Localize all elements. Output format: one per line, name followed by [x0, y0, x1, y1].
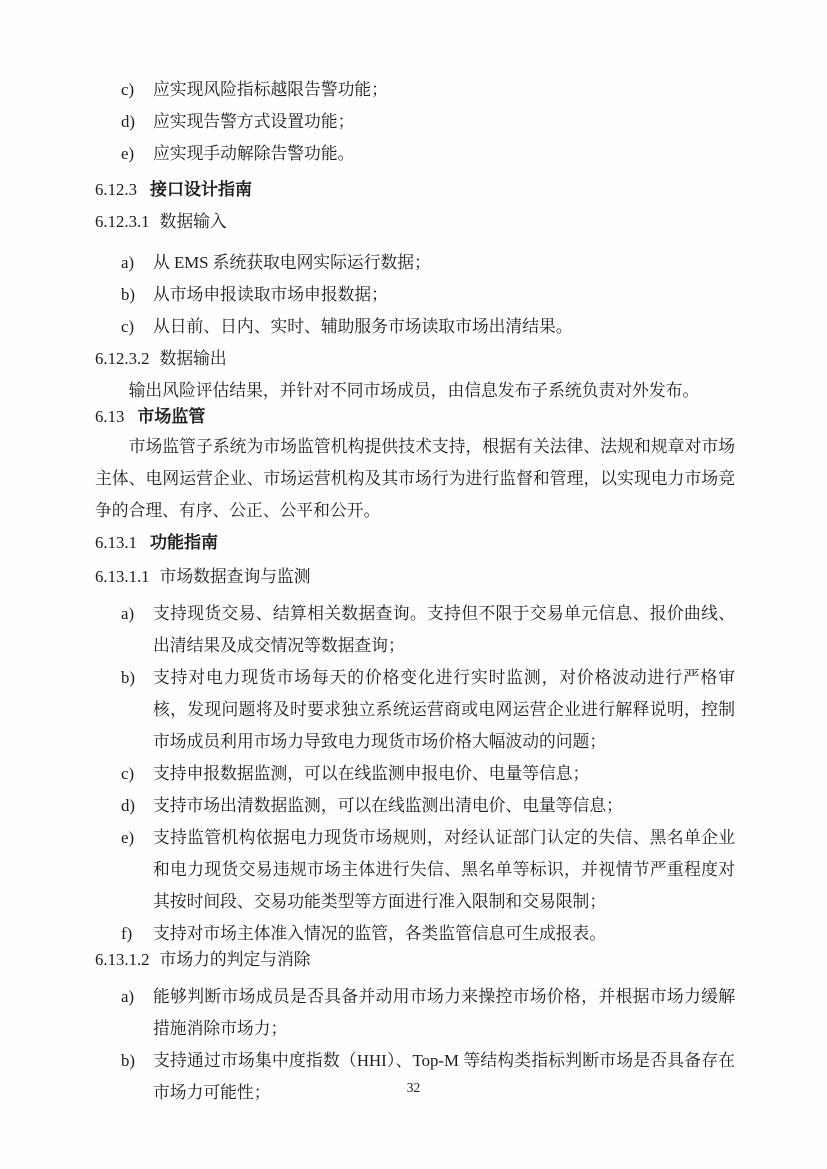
list-item-marker: a) — [121, 604, 135, 623]
heading-number: 6.13.1.1 — [95, 567, 150, 586]
list-item-marker: b) — [121, 285, 135, 304]
market-query-list — [95, 598, 735, 950]
page-number: 32 — [406, 1080, 421, 1095]
list-item-marker: c) — [121, 317, 135, 336]
list-item-text: 支持对市场主体准入情况的监管，各类监管信息可生成报表。 — [153, 924, 607, 943]
heading-6-13-1 — [95, 527, 735, 559]
heading-number: 6.13.1.2 — [95, 950, 150, 969]
list-item — [95, 822, 735, 918]
list-item-marker: a) — [121, 253, 135, 272]
list-item — [95, 138, 735, 170]
list-item-text: 应实现风险指标越限告警功能； — [153, 80, 388, 99]
list-item-text: 支持通过市场集中度指数（HHI）、Top-M 等结构类指标判断市场是否具备存在市场力可能性； — [153, 1051, 735, 1102]
heading-6-12-3-1 — [95, 206, 735, 238]
list-item-marker: d) — [121, 112, 135, 131]
page-footer — [0, 1080, 827, 1096]
heading-title: 市场数据查询与监测 — [159, 567, 311, 586]
list-item-text: 支持现货交易、结算相关数据查询。支持但不限于交易单元信息、报价曲线、出清结果及成交情况等数据查询； — [153, 604, 735, 655]
heading-title: 数据输入 — [159, 212, 227, 231]
list-item-marker: b) — [121, 1051, 135, 1070]
list-item-marker: a) — [121, 987, 135, 1006]
heading-6-12-3-2 — [95, 343, 735, 375]
list-item — [95, 1045, 735, 1109]
list-item-marker: e) — [121, 144, 135, 163]
list-item-marker: c) — [121, 764, 135, 783]
list-item — [95, 662, 735, 758]
market-supervision-paragraph: 市场监管子系统为市场监管机构提供技术支持，根据有关法律、法规和规章对市场主体、电网运营企业、市场运营机构及其市场行为进行监督和管理，以实现电力市场竞争的合理、有序、公正、公平和公开。 — [95, 437, 735, 520]
list-item — [95, 106, 735, 138]
list-item — [95, 311, 735, 343]
list-item — [95, 247, 735, 279]
list-item — [95, 918, 735, 950]
heading-number: 6.13.1 — [95, 533, 137, 552]
list-item-text: 从日前、日内、实时、辅助服务市场读取市场出清结果。 — [153, 317, 573, 336]
list-item — [95, 790, 735, 822]
list-item-marker: c) — [121, 80, 135, 99]
heading-number: 6.12.3 — [95, 180, 137, 199]
heading-title: 数据输出 — [159, 349, 227, 368]
list-item — [95, 598, 735, 662]
list-item-text: 应实现手动解除告警功能。 — [153, 144, 355, 163]
list-item-marker: f) — [121, 924, 133, 943]
list-item — [95, 279, 735, 311]
list-item-marker: b) — [121, 668, 135, 687]
list-item — [95, 74, 735, 106]
list-item-text: 从 EMS 系统获取电网实际运行数据； — [153, 253, 431, 272]
heading-number: 6.13 — [95, 407, 125, 426]
data-output-paragraph: 输出风险评估结果，并针对不同市场成员，由信息发布子系统负责对外发布。 — [128, 381, 700, 400]
heading-title: 功能指南 — [149, 533, 218, 552]
list-item — [95, 981, 735, 1045]
heading-title: 市场监管 — [137, 407, 206, 426]
alarm-function-list — [95, 74, 735, 170]
list-item — [95, 758, 735, 790]
heading-number: 6.12.3.2 — [95, 349, 150, 368]
list-item-text: 从市场申报读取市场申报数据； — [153, 285, 388, 304]
list-item-marker: d) — [121, 796, 135, 815]
list-item-text: 支持监管机构依据电力现货市场规则，对经认证部门认定的失信、黑名单企业和电力现货交易违规市场主体进行失信、黑名单等标识，并视情节严重程度对其按时间段、交易功能类型等方面进行准入限制和交易限制； — [153, 828, 735, 911]
heading-6-13-1-1 — [95, 561, 735, 593]
data-input-list — [95, 247, 735, 343]
page-content — [95, 74, 735, 1109]
heading-title: 接口设计指南 — [149, 180, 252, 199]
list-item-text: 支持申报数据监测，可以在线监测申报电价、电量等信息； — [153, 764, 590, 783]
list-item-text: 能够判断市场成员是否具备并动用市场力来操控市场价格，并根据市场力缓解措施消除市场力； — [153, 987, 735, 1038]
list-item-text: 应实现告警方式设置功能； — [153, 112, 355, 131]
heading-6-12-3 — [95, 174, 735, 206]
heading-title: 市场力的判定与消除 — [159, 950, 311, 969]
list-item-marker: e) — [121, 828, 135, 847]
list-item-text: 支持市场出清数据监测，可以在线监测出清电价、电量等信息； — [153, 796, 623, 815]
heading-number: 6.12.3.1 — [95, 212, 150, 231]
list-item-text: 支持对电力现货市场每天的价格变化进行实时监测，对价格波动进行严格审核，发现问题将及时要求独立系统运营商或电网运营企业进行解释说明，控制市场成员利用市场力导致电力现货市场价格大幅波动的问题； — [153, 668, 735, 751]
